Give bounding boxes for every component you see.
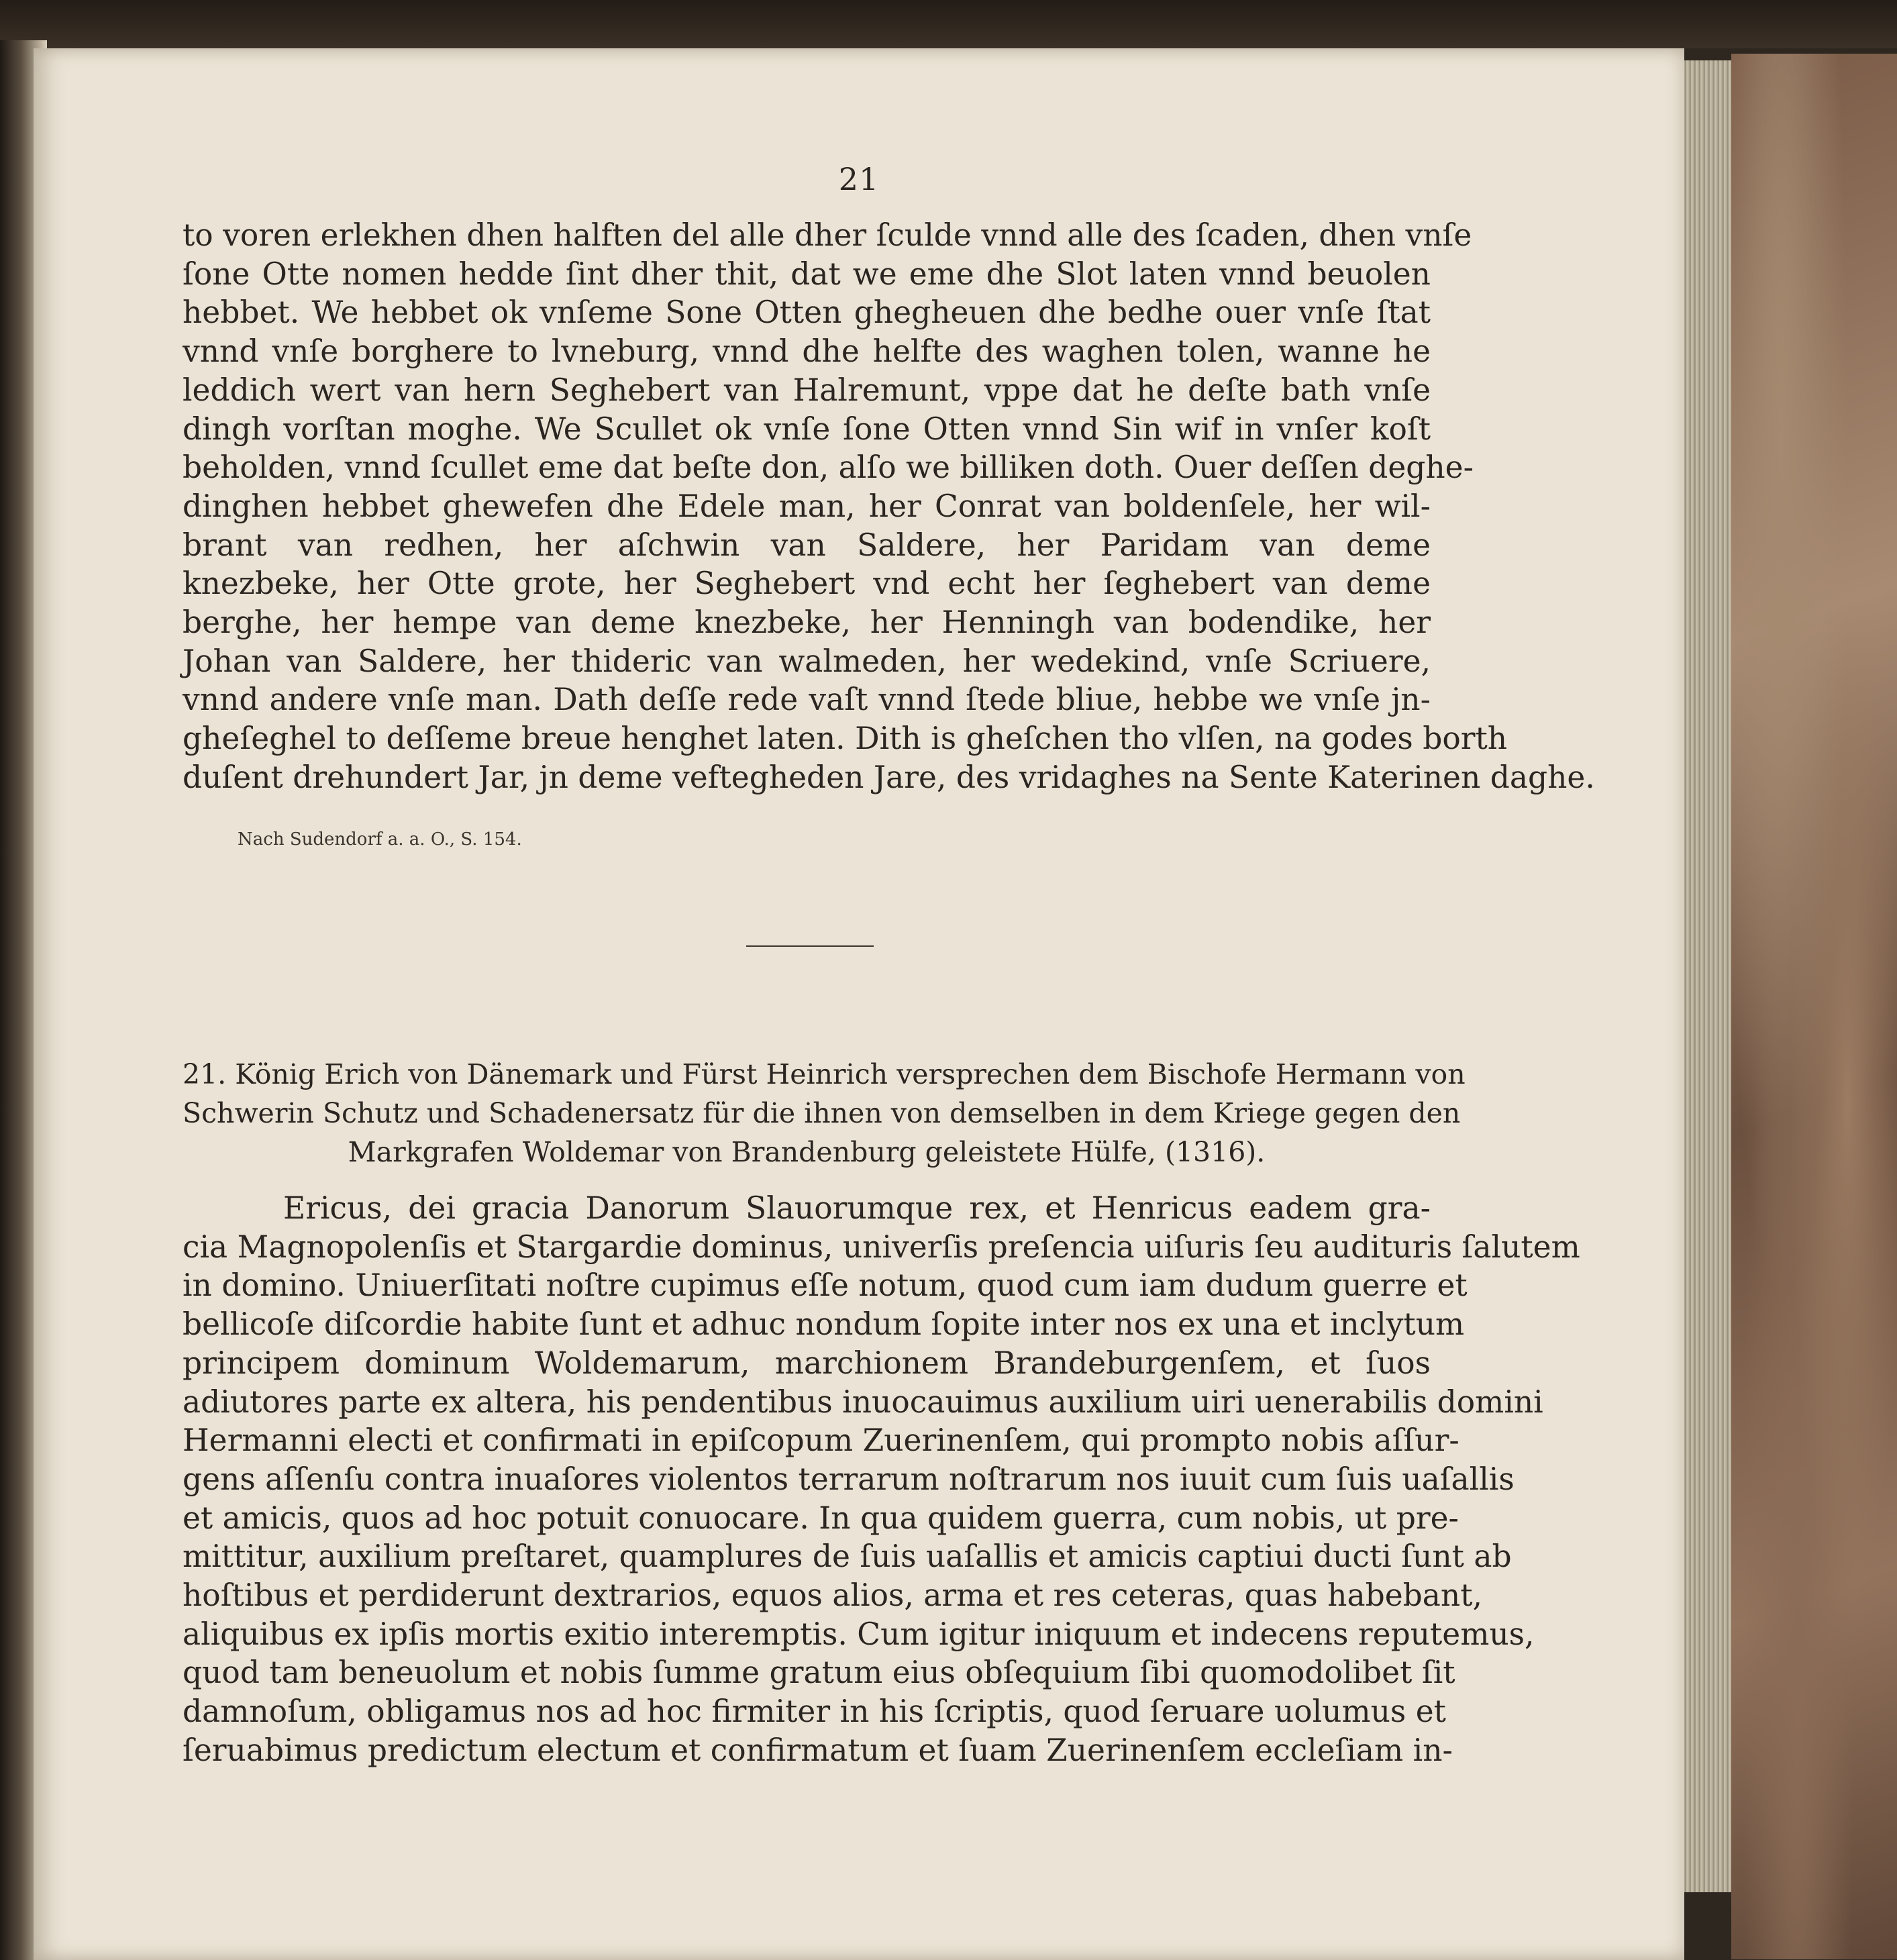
paragraph-1	[183, 216, 1595, 797]
text-line: hoſtibus et perdiderunt dextrarios, equos alios, arma et res ceteras, quas habebant,	[183, 1578, 1482, 1614]
page-number: 21	[838, 161, 880, 197]
text-line: cia Magnopolenſis et Stargardie dominus, univerſis preſencia uiſuris ſeu audituris ſalutem	[183, 1229, 1580, 1265]
text-line: aliquibus ex ipſis mortis exitio interemptis. Cum igitur iniquum et indecens reputemus,	[183, 1616, 1535, 1652]
text-line: quod tam beneuolum et nobis ſumme gratum eius obſequium ſibi quomodolibet ſit	[183, 1655, 1455, 1691]
text-line: vnnd andere vnſe man. Dath deſſe rede vaſt vnnd ſtede bliue, hebbe we vnſe jn-	[183, 682, 1431, 718]
text-line: principem dominum Woldemarum, marchionem Brandeburgenſem, et ſuos	[183, 1345, 1431, 1381]
source-citation: Nach Sudendorf a. a. O., S. 154.	[238, 829, 522, 849]
heading-line: Markgrafen Woldemar von Brandenburg geleistete Hülfe, (1316).	[348, 1136, 1266, 1168]
text-line: gens aſſenſu contra inuaſores violentos terrarum noſtrarum nos iuuit cum ſuis uaſallis	[183, 1461, 1515, 1497]
text-line: hebbet. We hebbet ok vnſeme Sone Otten ghegheuen dhe bedhe ouer vnſe ſtat	[183, 295, 1431, 331]
heading-line: Schwerin Schutz und Schadenersatz für die ihnen von demselben in dem Kriege gegen den	[183, 1097, 1461, 1129]
text-line: dinghen hebbet ghewefen dhe Edele man, her Conrat van boldenſele, her wil-	[183, 488, 1431, 524]
text-line: ſeruabimus predictum electum et confirmatum et ſuam Zuerinenſem eccleſiam in-	[183, 1732, 1453, 1768]
book-cover-top	[0, 0, 1897, 48]
text-line: Ericus, dei gracia Danorum Slauorumque rex, et Henricus eadem gra-	[283, 1190, 1431, 1226]
text-line: beholden, vnnd ſcullet eme dat beſte don, alſo we billiken doth. Ouer deſſen deghe-	[183, 450, 1474, 486]
text-line: et amicis, quos ad hoc potuit conuocare. In qua quidem guerra, cum nobis, ut pre-	[183, 1500, 1459, 1536]
text-line: adiutores parte ex altera, his pendentibus inuocauimus auxilium uiri uenerabilis domini	[183, 1384, 1543, 1420]
text-line: duſent drehundert Jar, jn deme veftegheden Jare, des vridaghes na Sente Katerinen daghe.	[183, 759, 1595, 795]
text-line: ſone Otte nomen hedde ſint dher thit, dat we eme dhe Slot laten vnnd beuolen	[183, 256, 1431, 292]
document-heading	[183, 1055, 1466, 1172]
text-line: mittitur, auxilium preſtaret, quamplures de ſuis uaſallis et amicis captiui ducti ſunt ab	[183, 1539, 1512, 1575]
text-line: Johan van Saldere, her thideric van walmeden, her wedekind, vnſe Scriuere,	[183, 643, 1431, 679]
text-line: leddich wert van hern Seghebert van Halremunt, vppe dat he deſte bath vnſe	[183, 372, 1431, 408]
text-line: knezbeke, her Otte grote, her Seghebert vnd echt her ſeghebert van deme	[183, 566, 1431, 602]
text-line: berghe, her hempe van deme knezbeke, her Henningh van bodendike, her	[183, 605, 1431, 641]
text-line: to voren erlekhen dhen halften del alle dher ſculde vnnd alle des ſcaden, dhen vnſe	[183, 217, 1472, 253]
heading-line: 21. König Erich von Dänemark und Fürst Heinrich versprechen dem Bischofe Hermann von	[183, 1058, 1466, 1090]
page-content	[34, 48, 1684, 1960]
text-line: dingh vorſtan moghe. We Scullet ok vnſe ſone Otten vnnd Sin wif in vnſer koſt	[183, 411, 1431, 447]
text-line: Hermanni electi et confirmati in epiſcopum Zuerinenſem, qui prompto nobis aſſur-	[183, 1423, 1459, 1459]
text-line: damnoſum, obligamus nos ad hoc firmiter in his ſcriptis, quod ſeruare uolumus et	[183, 1694, 1446, 1730]
marbled-cover	[1731, 54, 1897, 1959]
text-line: vnnd vnſe borghere to lvneburg, vnnd dhe helfte des waghen tolen, wanne he	[183, 333, 1431, 370]
text-line: brant van redhen, her aſchwin van Saldere, her Paridam van deme	[183, 527, 1431, 563]
text-line: gheſeghel to deſſeme breue henghet laten. Dith is gheſchen tho vlſen, na godes borth	[183, 721, 1508, 757]
text-line: bellicoſe diſcordie habite ſunt et adhuc nondum ſopite inter nos ex una et inclytum	[183, 1306, 1465, 1343]
page-edges	[1678, 60, 1731, 1892]
paragraph-2	[183, 1189, 1580, 1770]
section-divider	[746, 945, 874, 947]
book-page	[34, 48, 1684, 1960]
text-line: in domino. Uniuerſitati noſtre cupimus eſſe notum, quod cum iam dudum guerre et	[183, 1268, 1468, 1304]
